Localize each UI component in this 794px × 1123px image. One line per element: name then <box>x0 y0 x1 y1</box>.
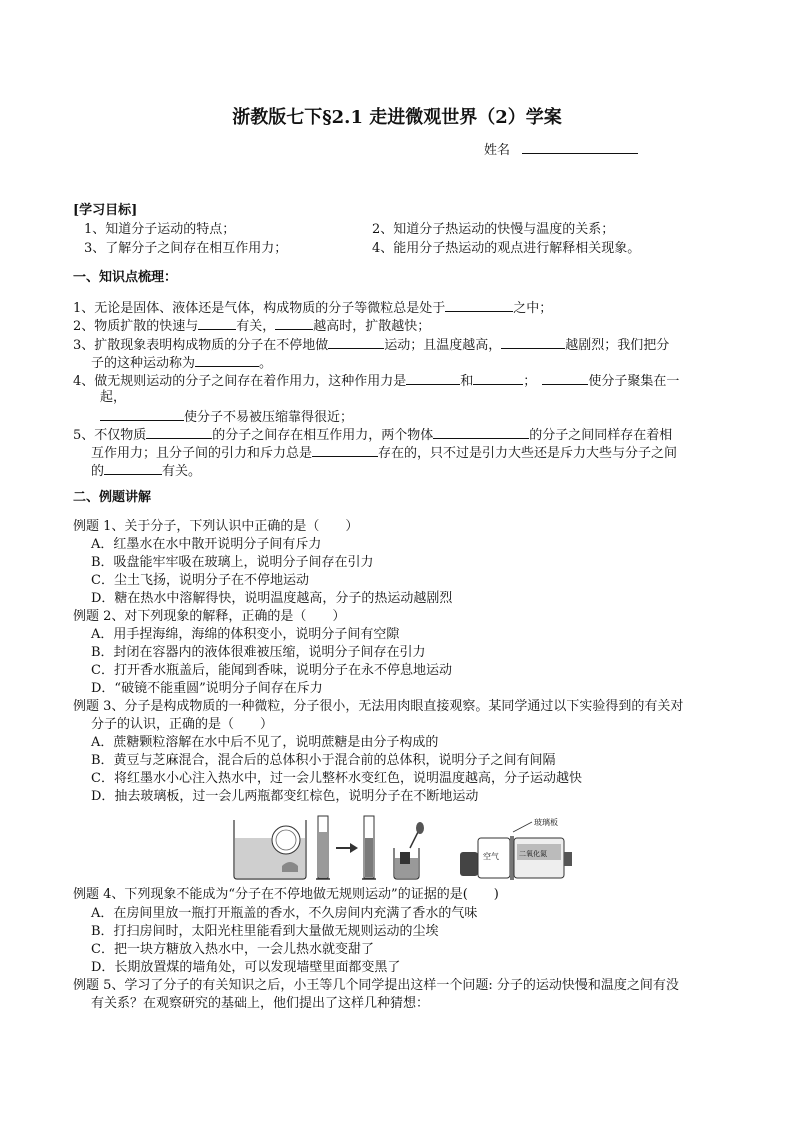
gas-jars-icon <box>460 817 572 880</box>
example-3-option-d: D．抽去玻璃板，过一会儿两瓶都变红棕色，说明分子在不断地运动 <box>91 789 479 804</box>
beaker-sugar-icon <box>234 820 306 879</box>
example-1-question: 例题 1、关于分子，下列认识中正确的是（ ） <box>73 519 359 534</box>
page-title: 浙教版七下§2.1 走进微观世界（2）学案 <box>232 107 562 128</box>
example-1-option-b: B．吸盘能牢牢吸在玻璃上，说明分子间存在引力 <box>91 555 374 570</box>
example-3-question-cont: 分子的认识，正确的是（ ） <box>91 717 274 732</box>
text: 越剧烈；我们把分 <box>565 338 670 353</box>
section2-header: 二、例题讲解 <box>73 490 152 505</box>
text: 使分子聚集在一 <box>588 374 680 389</box>
example-2-question: 例题 2、对下列现象的解释，正确的是（ ） <box>73 609 346 624</box>
text: 互作用力；且分子间的引力和斥力总是 <box>91 446 313 461</box>
example-1-option-c: C．尘土飞扬，说明分子在不停地运动 <box>91 573 309 588</box>
graduated-cylinder-icon <box>316 816 330 879</box>
text: 5、不仅物质 <box>73 428 147 443</box>
example-4-option-d: D．长期放置煤的墙角处，可以发现墙壁里面都变黑了 <box>91 960 401 975</box>
text: 1、无论是固体、液体还是气体，构成物质的分子等微粒总是处于 <box>73 301 446 316</box>
name-blank[interactable] <box>522 140 638 154</box>
knowledge-item-5-cont2 <box>91 461 201 481</box>
knowledge-item-5-cont <box>91 443 677 463</box>
text: 和 <box>460 374 474 389</box>
fill-blank[interactable] <box>146 425 212 439</box>
text: 4、做无规则运动的分子之间存在着作用力，这种作用力是 <box>73 374 407 389</box>
text: 子的这种运动称为 <box>91 356 196 371</box>
example-3-option-c: C．将红墨水小心注入热水中，过一会儿整杯水变红色，说明温度越高，分子运动越快 <box>91 771 582 786</box>
fill-blank[interactable] <box>275 316 313 330</box>
text: 的分子之间存在相互作用力，两个物体 <box>212 428 434 443</box>
name-label: 姓名 <box>484 143 511 158</box>
name-field <box>484 140 638 160</box>
goal-4: 4、能用分子热运动的观点进行解释相关现象。 <box>372 241 641 256</box>
knowledge-item-1 <box>73 298 552 318</box>
text: 运动；且温度越高， <box>384 338 502 353</box>
label-air: 空气 <box>483 852 499 861</box>
fill-blank[interactable] <box>445 298 513 312</box>
goals-header: [学习目标] <box>73 203 138 218</box>
text: 之中； <box>513 301 553 316</box>
example-5-question-cont: 有关系？在观察研究的基础上，他们提出了这样几种猜想： <box>91 996 430 1011</box>
knowledge-item-4 <box>73 371 679 391</box>
text: 存在的，只不过是引力大些还是斥力大些与分子之间 <box>378 446 678 461</box>
text: 使分子不易被压缩靠得很近； <box>184 410 354 425</box>
text: ； <box>523 374 537 389</box>
example-2-option-b: B．封闭在容器内的液体很难被压缩，说明分子间存在引力 <box>91 645 426 660</box>
goal-1: 1、知道分子运动的特点； <box>84 222 236 237</box>
example-5-question: 例题 5、学习了分子的有关知识之后，小王等几个同学提出这样一个问题: 分子的运动快慢和温度之间有没 <box>73 978 679 993</box>
section1-header: 一、知识点梳理： <box>73 270 178 285</box>
text: 的分子之间同样存在着相 <box>529 428 673 443</box>
knowledge-item-3-cont <box>91 353 272 373</box>
example-3-option-b: B．黄豆与芝麻混合，混合后的总体积小于混合前的总体积，说明分子之间有间隔 <box>91 753 556 768</box>
example-1-option-a: A．红墨水在水中散开说明分子间有斥力 <box>91 537 322 552</box>
goal-3: 3、了解分子之间存在相互作用力； <box>84 241 288 256</box>
example-4-option-a: A．在房间里放一瓶打开瓶盖的香水，不久房间内充满了香水的气味 <box>91 906 478 921</box>
knowledge-item-3 <box>73 335 669 355</box>
text: 有关， <box>236 319 276 334</box>
fill-blank[interactable] <box>312 443 378 457</box>
text: 2、物质扩散的快速与 <box>73 319 199 334</box>
example-2-option-a: A．用手捏海绵，海绵的体积变小，说明分子间有空隙 <box>91 627 400 642</box>
text: 有关。 <box>162 464 202 479</box>
text: 越高时，扩散越快； <box>313 319 431 334</box>
goal-2: 2、知道分子热运动的快慢与温度的关系； <box>372 222 615 237</box>
fill-blank[interactable] <box>328 335 384 349</box>
fill-blank[interactable] <box>198 316 236 330</box>
text: 3、扩散现象表明构成物质的分子在不停地做 <box>73 338 329 353</box>
knowledge-item-2 <box>73 316 430 336</box>
fill-blank[interactable] <box>501 335 565 349</box>
fill-blank[interactable] <box>104 461 162 475</box>
example-4-option-c: C．把一块方糖放入热水中，一会儿热水就变甜了 <box>91 942 374 957</box>
knowledge-item-4-cont: 起， <box>100 390 127 405</box>
example-1-option-d: D．糖在热水中溶解得快，说明温度越高，分子的热运动越剧烈 <box>91 591 453 606</box>
graduated-cylinder-mixed-icon <box>362 816 376 879</box>
label-no2: 二氧化氮 <box>519 850 547 858</box>
label-glass-plate: 玻璃板 <box>534 818 558 827</box>
fill-blank[interactable] <box>406 371 460 385</box>
experiment-figure <box>232 814 572 880</box>
knowledge-item-4-cont2 <box>100 407 353 427</box>
example-3-option-a: A．蔗糖颗粒溶解在水中后不见了，说明蔗糖是由分子构成的 <box>91 735 439 750</box>
fill-blank[interactable] <box>473 371 523 385</box>
dropper-beaker-icon <box>394 822 424 879</box>
fill-blank[interactable] <box>542 371 588 385</box>
example-2-option-c: C．打开香水瓶盖后，能闻到香味，说明分子在永不停息地运动 <box>91 663 452 678</box>
example-4-option-b: B．打扫房间时，太阳光柱里能看到大量做无规则运动的尘埃 <box>91 924 439 939</box>
example-2-option-d: D．“破镜不能重圆”说明分子间存在斥力 <box>91 681 323 696</box>
example-3-question: 例题 3、分子是构成物质的一种微粒，分子很小，无法用肉眼直接观察。某同学通过以下实验得到的有关对 <box>73 699 684 714</box>
text: 的 <box>91 464 105 479</box>
fill-blank[interactable] <box>433 425 529 439</box>
knowledge-item-5 <box>73 425 672 445</box>
text: 。 <box>259 356 273 371</box>
arrow-right-icon <box>336 843 358 853</box>
example-4-question: 例题 4、下列现象不能成为“分子在不停地做无规则运动”的证据的是( ) <box>73 887 499 902</box>
fill-blank[interactable] <box>195 353 259 367</box>
fill-blank[interactable] <box>100 407 184 421</box>
